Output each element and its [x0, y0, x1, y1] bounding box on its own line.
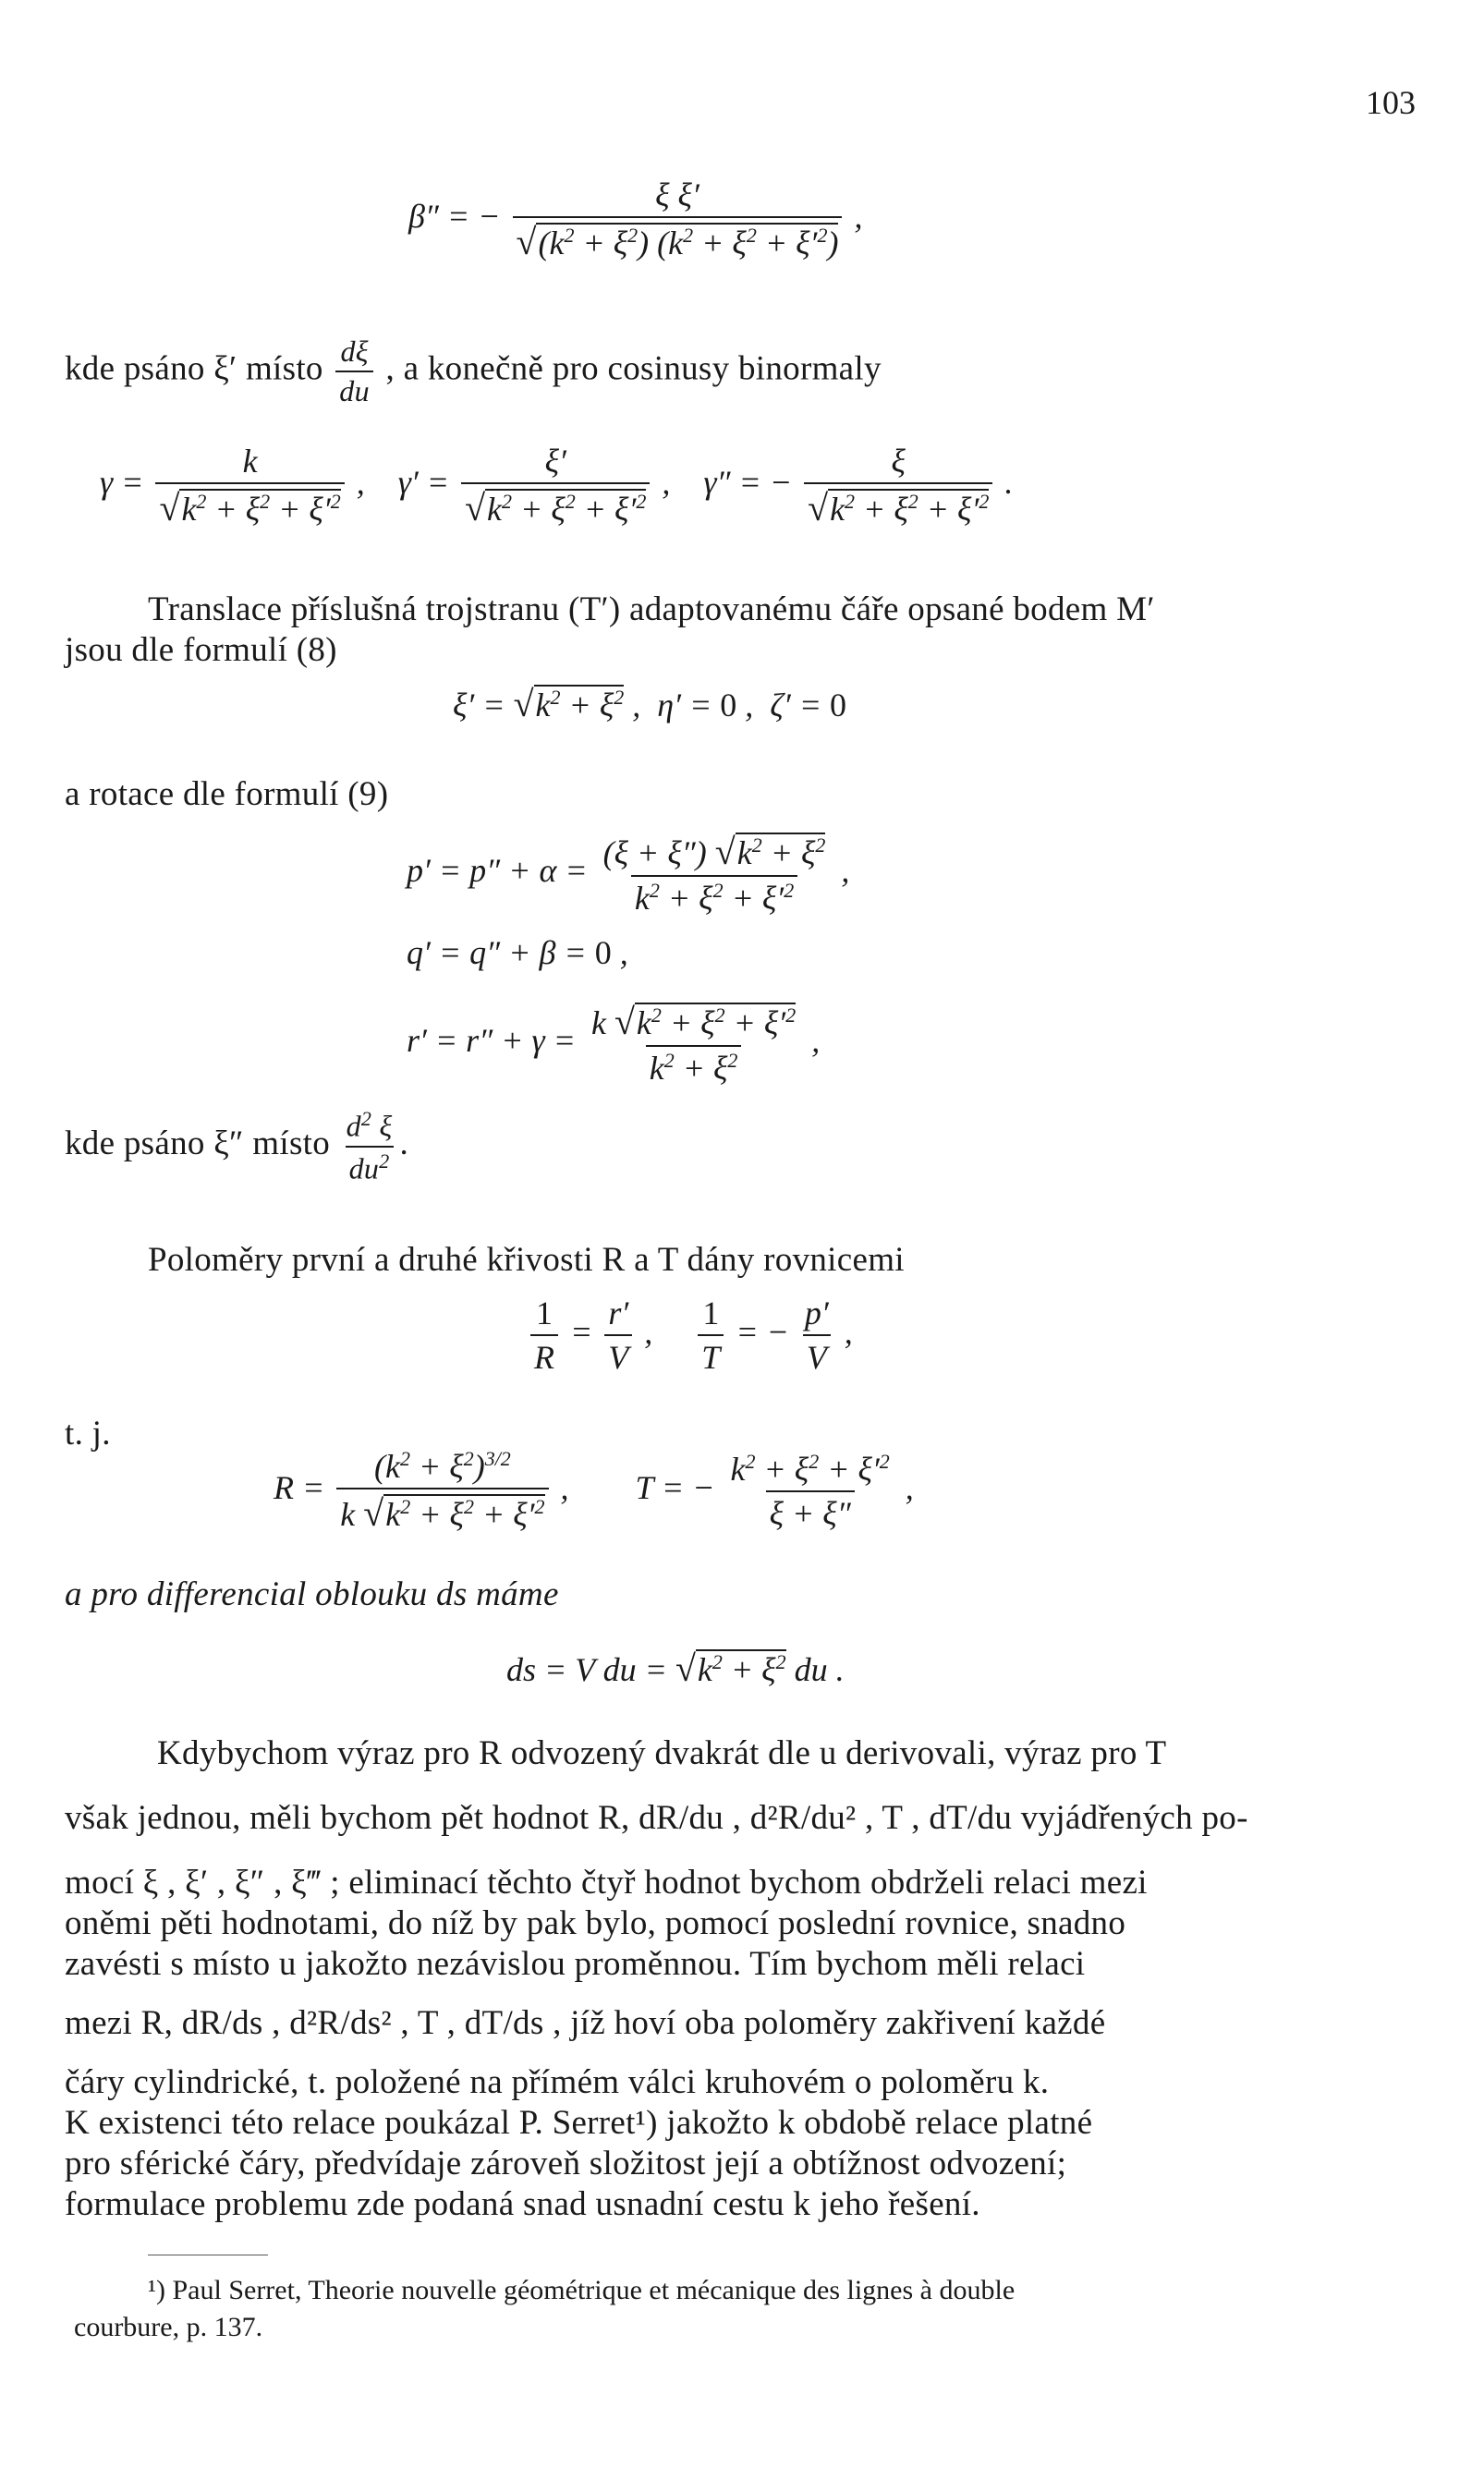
equation-beta: β″ = − $\frac{\text{ξ ξ′}}{√(k^2 + \xi^2) (k^2 + \xi^2 + \xi'^2)}$ ,: [408, 176, 863, 262]
equation-ds: ds = V du = $√k^2 + \xi^2$ du .: [506, 1647, 845, 1689]
paragraph-line-10: formulace problemu zde podaná snad usnadní cestu k jeho řešení.: [65, 2185, 980, 2223]
paragraph-line-4: oněmi pěti hodnotami, do níž by pak bylo, pomocí poslední rovnice, snadno: [65, 1904, 1126, 1942]
paragraph-line-9: pro sférické čáry, předvídaje zároveň složitost její a obtížnost odvození;: [65, 2145, 1067, 2182]
equation-curvatures: $\frac{1}{R}$ = $\frac{r'}{V}$ , $\frac{1}{T}$ = − $\frac{p'}{V}$ ,: [527, 1294, 853, 1377]
footnote-line-1: ¹) Paul Serret, Theorie nouvelle géométrique et mécanique des lignes à double: [148, 2275, 1016, 2305]
text-line-3: jsou dle formulí (8): [65, 631, 337, 669]
paragraph-line-7: čáry cylindrické, t. položené na přímém válci kruhovém o poloměru k.: [65, 2063, 1050, 2101]
equation-q: q′ = q″ + β = 0 ,: [407, 934, 628, 971]
page-number: 103: [1366, 84, 1416, 121]
paragraph-line-8: K existenci této relace poukázal P. Serret¹) jakožto k obdobě relace platné: [65, 2104, 1093, 2142]
equation-translation: $\xi' = √k^2 + \xi^2$ , η′ = 0 , ζ′ = 0: [453, 683, 847, 724]
text-line-8: a pro differencial oblouku ds máme: [65, 1575, 559, 1613]
text-line-4: a rotace dle formulí (9): [65, 775, 389, 813]
equation-gamma: γ = $\frac{k}{√k^2 + \xi^2 + \xi'^2}$ , γ′ = $\frac{\xi'}{√k^2 + \xi^2 + \xi'^2}$ , γ″ = − $\frac{\xi}{√k^2 + \xi^2 + \xi'^2}$ .: [100, 443, 1014, 529]
text-line-6: Poloměry první a druhé křivosti R a T dány rovnicemi: [148, 1241, 905, 1279]
equation-radii: R = $\frac{(k^2 + \xi^2)^{3/2}}{k √k^2 + \xi^2 + \xi'^2}$ , T = − $\frac{k^2 + \xi^2 + \xi'^2}{\xi + \xi''}$ ,: [274, 1447, 914, 1534]
paragraph-line-3: mocí ξ , ξ′ , ξ″ , ξ‴ ; eliminací těchto čtyř hodnot bychom obdrželi relaci mezi: [65, 1864, 1148, 1902]
paragraph-line-1: Kdybychom výraz pro R odvozený dvakrát dle u derivovali, výraz pro T: [157, 1734, 1167, 1772]
paragraph-line-5: zavésti s místo u jakožto nezávislou proměnnou. Tím bychom měli relaci: [65, 1945, 1086, 1983]
text-line-1: kde psáno ξ′ místo $\frac{d\xi}{du}$ , a konečně pro cosinusy binormaly: [65, 334, 882, 407]
paragraph-line-6: mezi R, dR/ds , d²R/ds² , T , dT/ds , jíž hoví oba poloměry zakřivení každé: [65, 2004, 1106, 2042]
equation-p: p′ = p″ + α = $\frac{(\xi + \xi'') √k^2 + \xi^2}{k^2 + \xi^2 + \xi'^2}$ ,: [407, 831, 850, 917]
paragraph-line-2: však jednou, měli bychom pět hodnot R, dR/du , d²R/du² , T , dT/du vyjádřených po-: [65, 1799, 1248, 1837]
footnote-line-2: courbure, p. 137.: [74, 2312, 263, 2342]
text-line-7: t. j.: [65, 1415, 111, 1453]
text-line-2: Translace příslušná trojstranu (T′) adaptovanému čáře opsané bodem M′: [148, 590, 1155, 628]
text-line-5: kde psáno ξ″ místo $\frac{d^2 \xi}{du^2}$ .: [65, 1107, 409, 1185]
equation-r: r′ = r″ + γ = $\frac{k √k^2 + \xi^2 + \xi'^2}{k^2 + \xi^2}$ ,: [407, 1001, 821, 1087]
